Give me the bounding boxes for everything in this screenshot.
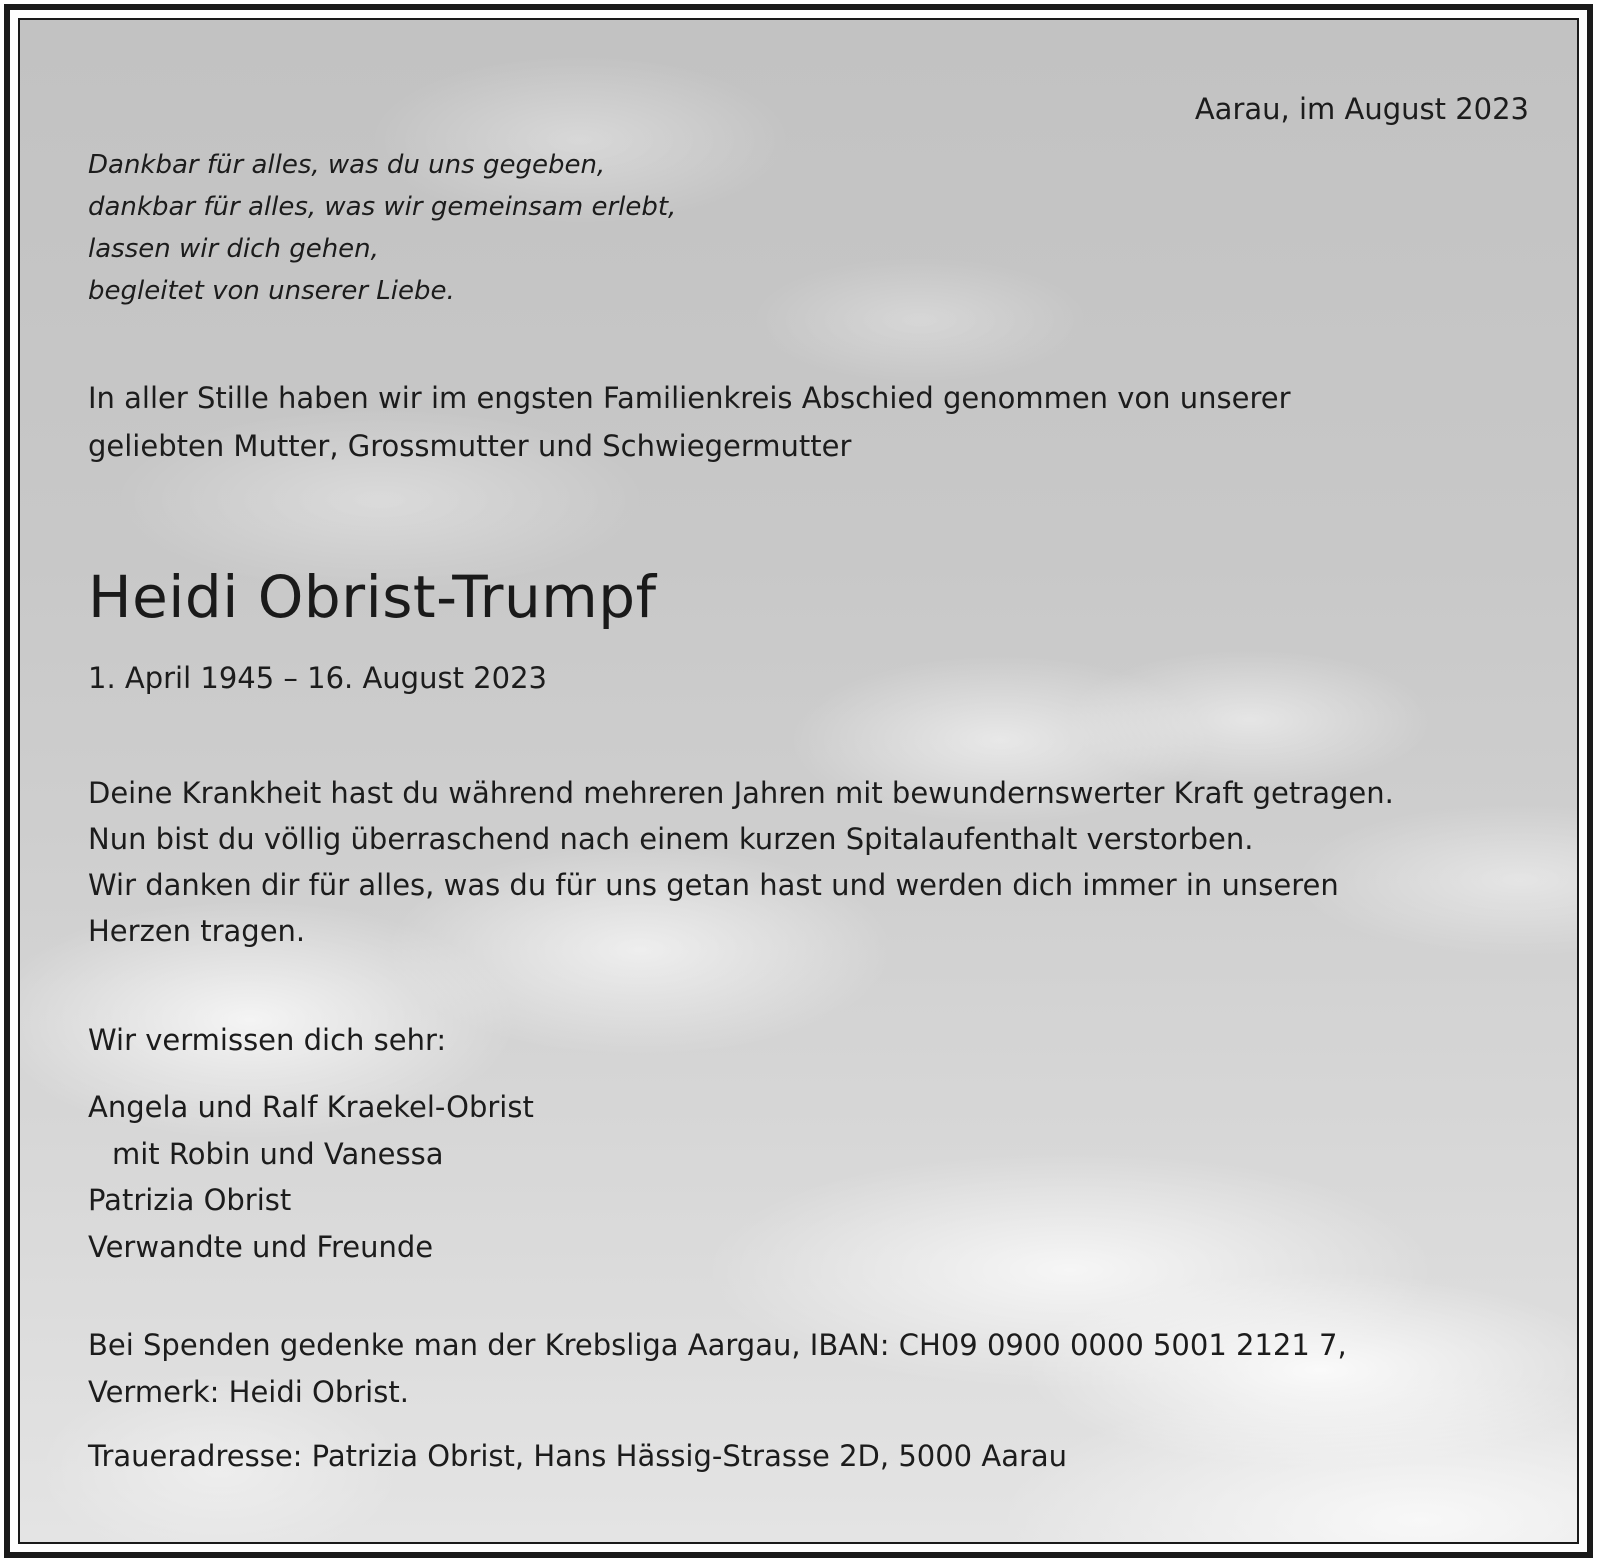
life-dates: 1. April 1945 – 16. August 2023 [88, 661, 547, 695]
intro-text [88, 374, 1291, 470]
miss-heading: Wir vermissen dich sehr: [88, 1023, 447, 1057]
mourner-entry: Angela und Ralf Kraekel-Obrist [88, 1090, 534, 1124]
poem-line: lassen wir dich gehen, [88, 234, 379, 264]
poem [88, 144, 676, 312]
message-text [88, 770, 1394, 954]
mourner-entry: Verwandte und Freunde [88, 1229, 434, 1264]
donation-line: Bei Spenden gedenke man der Krebsliga Aargau, IBAN: CH09 0900 0000 5001 2121 7, [88, 1328, 1347, 1362]
mourner-entry: mit Robin und Vanessa [112, 1136, 444, 1171]
donation-line: Vermerk: Heidi Obrist. [88, 1375, 409, 1409]
message-line: Wir danken dir für alles, was du für uns getan hast und werden dich immer in unseren [88, 868, 1339, 902]
donation-note [88, 1322, 1347, 1416]
poem-line: Dankbar für alles, was du uns gegeben, [88, 150, 606, 180]
mourning-address: Traueradresse: Patrizia Obrist, Hans Hässig-Strasse 2D, 5000 Aarau [88, 1439, 1068, 1473]
message-line: Nun bist du völlig überraschend nach einem kurzen Spitalaufenthalt verstorben. [88, 822, 1254, 856]
message-line: Deine Krankheit hast du während mehreren Jahren mit bewundernswerter Kraft getragen. [88, 776, 1394, 810]
poem-line: begleitet von unserer Liebe. [88, 276, 455, 306]
mourner-entry: Patrizia Obrist [88, 1183, 292, 1217]
message-line: Herzen tragen. [88, 914, 306, 948]
obituary-frame [4, 4, 1593, 1558]
poem-line: dankbar für alles, was wir gemeinsam erlebt, [88, 192, 677, 222]
obituary-panel [18, 18, 1579, 1544]
deceased-name: Heidi Obrist-Trumpf [88, 563, 657, 631]
mourners-list [88, 1084, 534, 1270]
place-date: Aarau, im August 2023 [1194, 92, 1529, 126]
intro-line: geliebten Mutter, Grossmutter und Schwiegermutter [88, 429, 852, 463]
intro-line: In aller Stille haben wir im engsten Familienkreis Abschied genommen von unserer [88, 381, 1291, 415]
